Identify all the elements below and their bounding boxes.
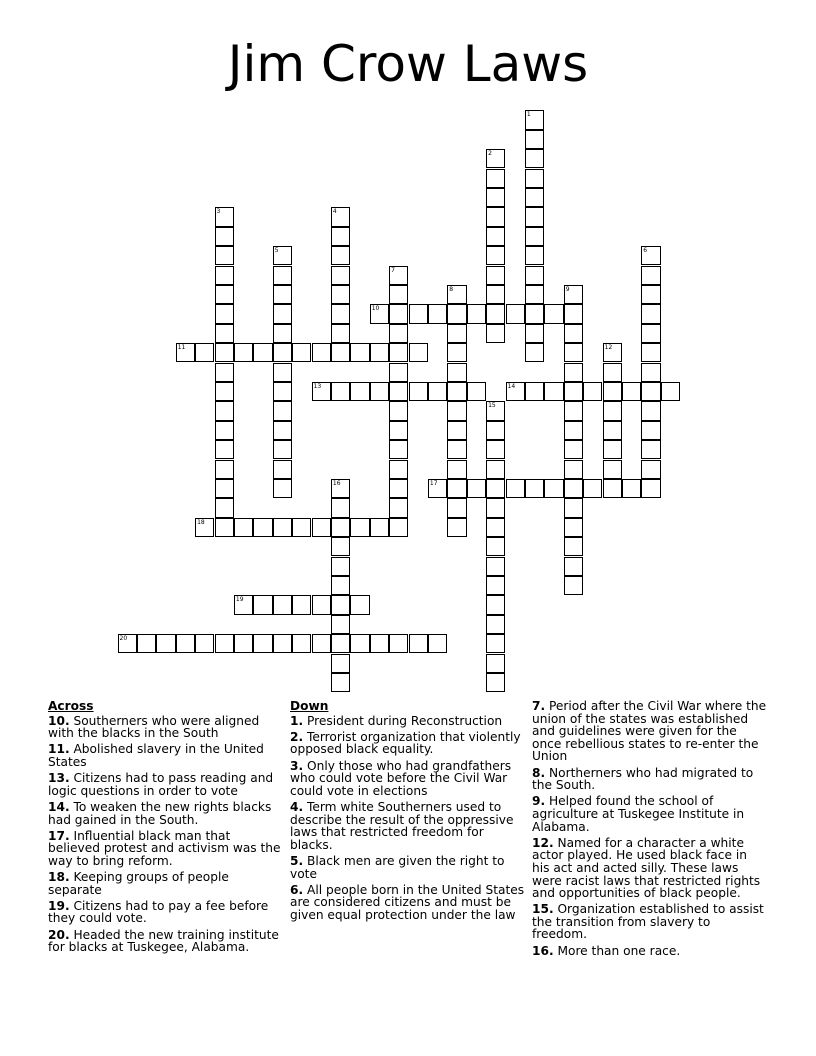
- grid-cell[interactable]: [273, 401, 292, 420]
- grid-cell[interactable]: [389, 285, 408, 304]
- grid-cell[interactable]: [544, 479, 563, 498]
- grid-cell[interactable]: [506, 382, 525, 401]
- grid-cell[interactable]: [486, 421, 505, 440]
- grid-cell[interactable]: [292, 595, 311, 614]
- grid-cell[interactable]: [350, 343, 369, 362]
- clue-across-10: 10. Southerners who were aligned with the blacks in the South: [48, 713, 260, 741]
- across-clues: [48, 700, 283, 957]
- grid-cell[interactable]: [603, 440, 622, 459]
- puzzle-title: Jim Crow Laws: [227, 35, 589, 93]
- grid-cell[interactable]: [137, 634, 156, 653]
- grid-cell[interactable]: [641, 285, 660, 304]
- grid-cell[interactable]: [661, 382, 680, 401]
- grid-cell[interactable]: [195, 343, 214, 362]
- grid-cell[interactable]: [564, 324, 583, 343]
- grid-cell[interactable]: [331, 324, 350, 343]
- grid-cell[interactable]: [603, 421, 622, 440]
- grid-cell[interactable]: [389, 343, 408, 362]
- grid-cell[interactable]: [215, 382, 234, 401]
- grid-cell[interactable]: [409, 382, 428, 401]
- grid-cell[interactable]: [370, 304, 389, 323]
- clue-number: 15: [488, 402, 496, 410]
- grid-cell[interactable]: [486, 188, 505, 207]
- clue-number: 13: [313, 382, 322, 390]
- grid-cell[interactable]: [409, 343, 428, 362]
- grid-cell[interactable]: [195, 634, 214, 653]
- grid-cell[interactable]: [273, 479, 292, 498]
- grid-cell[interactable]: [486, 169, 505, 188]
- grid-cell[interactable]: [564, 576, 583, 595]
- grid-cell[interactable]: [331, 654, 350, 673]
- grid-cell[interactable]: [525, 110, 544, 129]
- grid-cell[interactable]: [544, 304, 563, 323]
- grid-cell[interactable]: [215, 518, 234, 537]
- clue-number: 20: [119, 635, 128, 643]
- grid-cell[interactable]: [350, 518, 369, 537]
- grid-cell[interactable]: [506, 479, 525, 498]
- grid-cell[interactable]: [486, 285, 505, 304]
- grid-cell[interactable]: [331, 673, 350, 692]
- grid-cell[interactable]: [486, 518, 505, 537]
- grid-cell[interactable]: [273, 421, 292, 440]
- grid-cell[interactable]: [564, 304, 583, 323]
- grid-cell[interactable]: [486, 498, 505, 517]
- clue-across-19: 19. Citizens had to pay a fee before they could vote.: [48, 898, 269, 926]
- grid-cell[interactable]: [447, 324, 466, 343]
- grid-cell[interactable]: [641, 266, 660, 285]
- grid-cell[interactable]: [525, 207, 544, 226]
- grid-cell[interactable]: [486, 149, 505, 168]
- grid-cell[interactable]: [273, 324, 292, 343]
- clue-number: 17: [429, 479, 438, 487]
- grid-cell[interactable]: [641, 401, 660, 420]
- grid-cell[interactable]: [525, 343, 544, 362]
- grid-cell[interactable]: [525, 149, 544, 168]
- clue-down-3: 3. Only those who had grandfathers who could vote before the Civil War could vote in elections: [290, 758, 512, 798]
- grid-cell[interactable]: [564, 498, 583, 517]
- grid-cell[interactable]: [389, 479, 408, 498]
- grid-cell[interactable]: [525, 227, 544, 246]
- clue-down-5: 5. Black men are given the right to vote: [290, 853, 505, 881]
- across-heading: Across: [48, 699, 94, 713]
- grid-cell[interactable]: [486, 266, 505, 285]
- grid-cell[interactable]: [312, 382, 331, 401]
- grid-cell[interactable]: [486, 654, 505, 673]
- clue-number: 16: [332, 479, 341, 487]
- grid-cell[interactable]: [525, 382, 544, 401]
- clue-number: 2: [488, 150, 492, 158]
- grid-cell[interactable]: [506, 304, 525, 323]
- grid-cell[interactable]: [447, 440, 466, 459]
- grid-cell[interactable]: [389, 382, 408, 401]
- grid-cell[interactable]: [389, 363, 408, 382]
- grid-cell[interactable]: [641, 304, 660, 323]
- grid-cell[interactable]: [215, 440, 234, 459]
- clue-across-18: 18. Keeping groups of people separate: [48, 870, 229, 897]
- grid-cell[interactable]: [215, 460, 234, 479]
- grid-cell[interactable]: [486, 460, 505, 479]
- grid-cell[interactable]: [215, 304, 234, 323]
- clue-down-9: 9. Helped found the school of agriculture at Tuskegee Institute in Alabama.: [532, 794, 745, 834]
- grid-cell[interactable]: [486, 615, 505, 634]
- grid-cell[interactable]: [486, 673, 505, 692]
- grid-cell[interactable]: [331, 537, 350, 556]
- grid-cell[interactable]: [215, 498, 234, 517]
- grid-cell[interactable]: [447, 363, 466, 382]
- grid-cell[interactable]: [331, 304, 350, 323]
- clue-number: 18: [197, 518, 205, 526]
- grid-cell[interactable]: [564, 518, 583, 537]
- grid-cell[interactable]: [447, 479, 466, 498]
- grid-cell[interactable]: [564, 421, 583, 440]
- grid-cell[interactable]: [273, 382, 292, 401]
- grid-cell[interactable]: [215, 363, 234, 382]
- clue-number: 9: [565, 285, 570, 293]
- grid-cell[interactable]: [370, 343, 389, 362]
- grid-cell[interactable]: [234, 343, 253, 362]
- grid-cell[interactable]: [331, 479, 350, 498]
- grid-cell[interactable]: [215, 421, 234, 440]
- grid-cell[interactable]: [486, 207, 505, 226]
- grid-cell[interactable]: [331, 576, 350, 595]
- grid-cell[interactable]: [564, 440, 583, 459]
- clue-across-17: 17. Influential black man that believed protest and activism was the way to bring reform.: [48, 828, 281, 868]
- grid-cell[interactable]: [467, 382, 486, 401]
- grid-cell[interactable]: [486, 246, 505, 265]
- grid-cell[interactable]: [447, 498, 466, 517]
- grid-cell[interactable]: [486, 557, 505, 576]
- grid-cell[interactable]: [525, 479, 544, 498]
- grid-cell[interactable]: [447, 382, 466, 401]
- grid-cell[interactable]: [641, 460, 660, 479]
- grid-cell[interactable]: [389, 518, 408, 537]
- grid-cell[interactable]: [253, 595, 272, 614]
- grid-cell[interactable]: [603, 382, 622, 401]
- clue-across-14: 14. To weaken the new rights blacks had gained in the South.: [48, 799, 272, 827]
- grid-cell[interactable]: [156, 634, 175, 653]
- grid-cell[interactable]: [583, 479, 602, 498]
- grid-cell[interactable]: [370, 382, 389, 401]
- grid-cell[interactable]: [428, 382, 447, 401]
- grid-cell[interactable]: [564, 285, 583, 304]
- grid-cell[interactable]: [603, 401, 622, 420]
- grid-cell[interactable]: [525, 246, 544, 265]
- grid-cell[interactable]: [273, 266, 292, 285]
- grid-cell[interactable]: [331, 498, 350, 517]
- grid-cell[interactable]: [389, 421, 408, 440]
- grid-cell[interactable]: [253, 634, 272, 653]
- grid-cell[interactable]: [583, 382, 602, 401]
- grid-cell[interactable]: [312, 634, 331, 653]
- grid-cell[interactable]: [331, 595, 350, 614]
- grid-cell[interactable]: [350, 382, 369, 401]
- grid-cell[interactable]: [525, 304, 544, 323]
- grid-cell[interactable]: [389, 401, 408, 420]
- grid-cell[interactable]: [389, 304, 408, 323]
- grid-cell[interactable]: [641, 246, 660, 265]
- grid-cell[interactable]: [331, 518, 350, 537]
- grid-cell[interactable]: [641, 363, 660, 382]
- clue-down-7: 7. Period after the Civil War where the union of the states was established and guidelines were given for the once rebellious states to re-enter the Union: [532, 699, 767, 764]
- grid-cell[interactable]: [253, 343, 272, 362]
- grid-cell[interactable]: [486, 537, 505, 556]
- grid-cell[interactable]: [428, 479, 447, 498]
- grid-cell[interactable]: [331, 557, 350, 576]
- grid-cell[interactable]: [486, 634, 505, 653]
- grid-cell[interactable]: [215, 285, 234, 304]
- down-clues: [290, 700, 525, 925]
- grid-cell[interactable]: [467, 479, 486, 498]
- clue-number: 4: [332, 208, 337, 216]
- grid-cell[interactable]: [622, 382, 641, 401]
- grid-cell[interactable]: [447, 343, 466, 362]
- clue-down-1: 1. President during Reconstruction: [290, 713, 503, 728]
- grid-cell[interactable]: [486, 227, 505, 246]
- grid-cell[interactable]: [428, 304, 447, 323]
- clue-number: 6: [643, 247, 648, 255]
- grid-cell[interactable]: [331, 285, 350, 304]
- grid-cell[interactable]: [389, 460, 408, 479]
- grid-cell[interactable]: [467, 304, 486, 323]
- grid-cell[interactable]: [234, 518, 253, 537]
- down-clues-continued: [532, 700, 767, 961]
- grid-cell[interactable]: [641, 421, 660, 440]
- grid-cell[interactable]: [370, 518, 389, 537]
- grid-cell[interactable]: [176, 634, 195, 653]
- grid-cell[interactable]: [389, 266, 408, 285]
- grid-cell[interactable]: [447, 401, 466, 420]
- grid-cell[interactable]: [292, 518, 311, 537]
- grid-cell[interactable]: [215, 479, 234, 498]
- grid-cell[interactable]: [253, 518, 272, 537]
- grid-cell[interactable]: [564, 537, 583, 556]
- grid-cell[interactable]: [641, 382, 660, 401]
- clue-down-12: 12. Named for a character a white actor played. He used black face in his act and acted silly. These laws were racist laws that restricted rights and opportunities of black people.: [532, 835, 761, 901]
- grid-cell[interactable]: [525, 285, 544, 304]
- grid-cell[interactable]: [603, 460, 622, 479]
- grid-cell[interactable]: [118, 634, 137, 653]
- clue-number: 7: [391, 266, 395, 274]
- clue-number: 8: [449, 285, 454, 293]
- grid-cell[interactable]: [234, 634, 253, 653]
- grid-cell[interactable]: [273, 460, 292, 479]
- grid-cell[interactable]: [525, 130, 544, 149]
- grid-cell[interactable]: [564, 343, 583, 362]
- clue-number: 19: [235, 596, 244, 604]
- grid-cell[interactable]: [273, 304, 292, 323]
- grid-cell[interactable]: [525, 169, 544, 188]
- grid-cell[interactable]: [389, 324, 408, 343]
- clue-down-15: 15. Organization established to assist the transition from slavery to freedom.: [532, 902, 764, 942]
- grid-cell[interactable]: [389, 498, 408, 517]
- grid-cell[interactable]: [215, 343, 234, 362]
- grid-cell[interactable]: [312, 343, 331, 362]
- grid-cell[interactable]: [428, 634, 447, 653]
- grid-cell[interactable]: [486, 440, 505, 459]
- grid-cell[interactable]: [273, 343, 292, 362]
- grid-cell[interactable]: [215, 266, 234, 285]
- grid-cell[interactable]: [603, 343, 622, 362]
- grid-cell[interactable]: [331, 382, 350, 401]
- grid-cell[interactable]: [409, 634, 428, 653]
- clue-number: 12: [604, 344, 613, 352]
- grid-cell[interactable]: [447, 460, 466, 479]
- grid-cell[interactable]: [525, 324, 544, 343]
- grid-cell[interactable]: [176, 343, 195, 362]
- grid-cell[interactable]: [331, 246, 350, 265]
- grid-cell[interactable]: [215, 227, 234, 246]
- grid-cell[interactable]: [564, 382, 583, 401]
- grid-cell[interactable]: [370, 634, 389, 653]
- grid-cell[interactable]: [215, 634, 234, 653]
- grid-cell[interactable]: [234, 595, 253, 614]
- grid-cell[interactable]: [641, 324, 660, 343]
- grid-cell[interactable]: [447, 285, 466, 304]
- grid-cell[interactable]: [312, 595, 331, 614]
- grid-cell[interactable]: [525, 188, 544, 207]
- grid-cell[interactable]: [603, 479, 622, 498]
- grid-cell[interactable]: [544, 382, 563, 401]
- grid-cell[interactable]: [273, 595, 292, 614]
- grid-cell[interactable]: [331, 634, 350, 653]
- grid-cell[interactable]: [409, 304, 428, 323]
- clue-down-6: 6. All people born in the United States are considered citizens and must be given equal protection under the law: [290, 882, 525, 922]
- clue-down-16: 16. More than one race.: [532, 943, 681, 958]
- clue-number: 14: [507, 382, 516, 390]
- clue-down-2: 2. Terrorist organization that violently opposed black equality.: [290, 729, 521, 757]
- grid-cell[interactable]: [447, 304, 466, 323]
- grid-cell[interactable]: [564, 363, 583, 382]
- grid-cell[interactable]: [603, 363, 622, 382]
- grid-cell[interactable]: [195, 518, 214, 537]
- grid-cell[interactable]: [273, 440, 292, 459]
- grid-cell[interactable]: [641, 440, 660, 459]
- grid-cell[interactable]: [350, 595, 369, 614]
- grid-cell[interactable]: [447, 518, 466, 537]
- grid-cell[interactable]: [273, 363, 292, 382]
- clue-number: 10: [371, 305, 380, 313]
- grid-cell[interactable]: [564, 460, 583, 479]
- grid-cell[interactable]: [486, 479, 505, 498]
- grid-cell[interactable]: [292, 634, 311, 653]
- grid-cell[interactable]: [273, 246, 292, 265]
- grid-cell[interactable]: [564, 479, 583, 498]
- grid-cell[interactable]: [564, 401, 583, 420]
- grid-cell[interactable]: [215, 324, 234, 343]
- grid-cell[interactable]: [389, 634, 408, 653]
- clue-number: 11: [177, 344, 186, 352]
- grid-cell[interactable]: [389, 440, 408, 459]
- grid-cell[interactable]: [273, 634, 292, 653]
- grid-cell[interactable]: [486, 595, 505, 614]
- grid-cell[interactable]: [641, 343, 660, 362]
- grid-cell[interactable]: [486, 324, 505, 343]
- grid-cell[interactable]: [641, 479, 660, 498]
- clue-across-20: 20. Headed the new training institute for blacks at Tuskegee, Alabama.: [48, 927, 279, 955]
- grid-cell[interactable]: [215, 401, 234, 420]
- grid-cell[interactable]: [622, 479, 641, 498]
- grid-cell[interactable]: [215, 246, 234, 265]
- grid-cell[interactable]: [273, 518, 292, 537]
- grid-cell[interactable]: [525, 266, 544, 285]
- grid-cell[interactable]: [331, 615, 350, 634]
- grid-cell[interactable]: [292, 343, 311, 362]
- grid-cell[interactable]: [331, 266, 350, 285]
- clue-down-8: 8. Northerners who had migrated to the South.: [532, 765, 754, 793]
- clue-number: 3: [216, 208, 221, 216]
- grid-cell[interactable]: [486, 304, 505, 323]
- down-heading: Down: [290, 699, 329, 713]
- grid-cell[interactable]: [564, 557, 583, 576]
- grid-cell[interactable]: [486, 576, 505, 595]
- grid-cell[interactable]: [312, 518, 331, 537]
- clue-number: 1: [526, 111, 531, 119]
- grid-cell[interactable]: [447, 421, 466, 440]
- clue-down-4: 4. Term white Southerners used to describe the result of the oppressive laws that restricted freedom for blacks.: [290, 799, 514, 852]
- grid-cell[interactable]: [350, 634, 369, 653]
- grid-cell[interactable]: [331, 227, 350, 246]
- grid-cell[interactable]: [331, 207, 350, 226]
- clue-across-11: 11. Abolished slavery in the United States: [48, 742, 264, 769]
- grid-cell[interactable]: [486, 401, 505, 420]
- grid-cell[interactable]: [331, 343, 350, 362]
- grid-cell[interactable]: [215, 207, 234, 226]
- grid-cell[interactable]: [273, 285, 292, 304]
- clue-number: 5: [274, 247, 279, 255]
- clue-across-13: 13. Citizens had to pass reading and logic questions in order to vote: [48, 771, 274, 798]
